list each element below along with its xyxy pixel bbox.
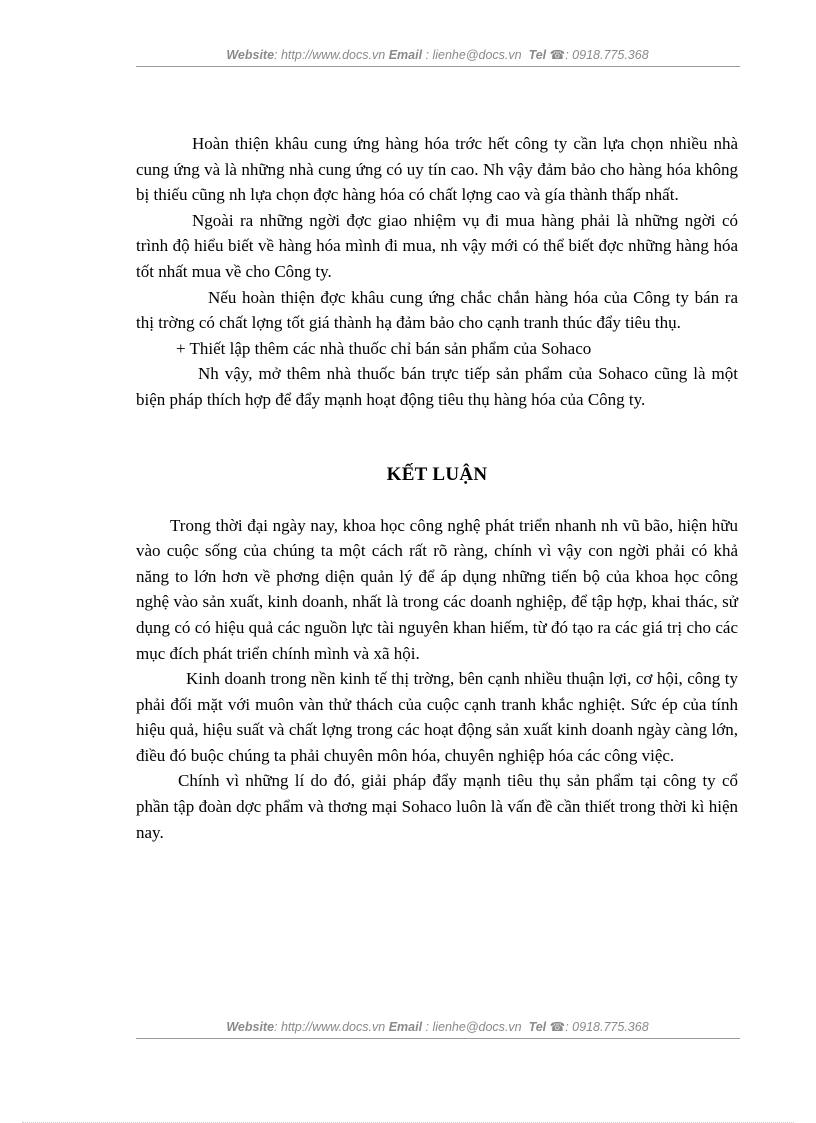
header-website-label: Website [226,48,275,62]
conclusion-paragraph-1: Trong thời đại ngày nay, khoa học công nghệ phát triển nhanh nh vũ bão, hiện hữu vào cuộc sống của chúng ta một cách rất rõ ràng, chính vì vậy con ngời phải có khả năng to lớn hơn về phơng diện quản lý để áp dụng những tiến bộ của khoa học công nghệ vào sản xuất, kinh doanh, nhất là trong các doanh nghiệp, để tập hợp, khai thác, sử dụng có có hiệu quả các nguồn lực tài nguyên khan hiếm, từ đó tạo ra các giá trị cho các mục đích phát triển chính mình và xã hội. [136,515,738,663]
conclusion-body [136,513,738,846]
header-website-link[interactable]: : http://www.docs.vn [274,48,386,62]
body-paragraph-4: Nh vậy, mở thêm nhà thuốc bán trực tiếp sản phẩm của Sohaco cũng là một biện pháp thích hợp để đẩy mạnh hoạt động tiêu thụ hàng hóa của Công ty. [136,364,738,409]
page-content [136,131,738,845]
page-header [136,47,739,62]
conclusion-paragraph-2: Kinh doanh trong nền kinh tế thị trờng, bên cạnh nhiều thuận lợi, cơ hội, công ty phải đối mặt với muôn vàn thử thách của cuộc cạnh tranh khắc nghiệt. Sức ép của tính hiệu quả, hiệu suất và chất lợng trong các hoạt động sản xuất kinh doanh ngày càng lớn, điều đó buộc chúng ta phải chuyên môn hóa, chuyên nghiệp hóa các công việc. [136,669,738,765]
page-footer [136,1019,739,1034]
conclusion-title: KẾT LUẬN [386,463,488,485]
header-divider [136,66,740,67]
conclusion-paragraph-3: Chính vì những lí do đó, giải pháp đẩy mạnh tiêu thụ sản phẩm tại công ty cổ phần tập đoàn dợc phẩm và thơng mại Sohaco luôn là vấn đề cần thiết trong thời kì hiện nay. [136,771,738,842]
body-bullet-item: + Thiết lập thêm các nhà thuốc chỉ bán sản phẩm của Sohaco [176,338,592,358]
footer-divider [136,1038,740,1039]
phone-icon: ☎ [549,1020,566,1034]
body-paragraph-1: Hoàn thiện khâu cung ứng hàng hóa trớc hết công ty cần lựa chọn nhiều nhà cung ứng và là những nhà cung ứng có uy tín cao. Nh vậy đảm bảo cho hàng hóa không bị thiếu cũng nh lựa chọn đợc hàng hóa có chất lợng cao và gía thành thấp nhất. [136,134,738,205]
header-tel-value: : 0918.775.368 [565,48,649,62]
footer-tel-label: Tel [528,1020,547,1034]
header-email-label: Email [388,48,423,62]
footer-email-label: Email [388,1020,423,1034]
body-paragraph-2: Ngoài ra những ngời đợc giao nhiệm vụ đi mua hàng phải là những ngời có trình độ hiểu biết về hàng hóa mình đi mua, nh vậy mới có thể biết đợc những hàng hóa tốt nhất mua về cho Công ty. [136,210,738,281]
footer-tel-value: : 0918.775.368 [565,1020,649,1034]
header-email-link[interactable]: : lienhe@docs.vn [422,48,522,62]
footer-email-link[interactable]: : lienhe@docs.vn [422,1020,522,1034]
body-paragraph-3: Nếu hoàn thiện đợc khâu cung ứng chắc chắn hàng hóa của Công ty bán ra thị trờng có chất lợng tốt giá thành hạ đảm bảo cho cạnh tranh thúc đẩy tiêu thụ. [136,287,738,333]
header-tel-label: Tel [528,48,547,62]
phone-icon: ☎ [549,48,566,62]
footer-website-link[interactable]: : http://www.docs.vn [274,1020,386,1034]
footer-website-label: Website [226,1020,275,1034]
